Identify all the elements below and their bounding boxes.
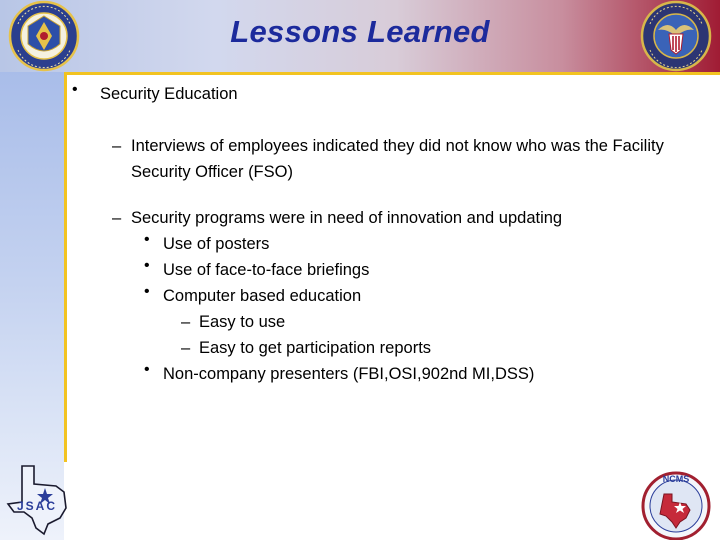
gold-divider-horizontal bbox=[64, 72, 720, 75]
subpoint-computer-education: Computer based education bbox=[163, 287, 362, 305]
page-title: Lessons Learned bbox=[230, 14, 490, 49]
dash-marker: – bbox=[112, 209, 122, 227]
subpoint-briefings: Use of face-to-face briefings bbox=[163, 261, 370, 279]
bullet-marker: • bbox=[144, 283, 150, 300]
dash-marker: – bbox=[181, 339, 191, 357]
gold-divider-vertical bbox=[64, 72, 67, 462]
subpoint-presenters: Non-company presenters (FBI,OSI,902nd MI,DSS) bbox=[163, 365, 535, 383]
point-interviews: Interviews of employees indicated they did not know who was the Facility Security Officer (FSO) bbox=[131, 137, 664, 181]
ncms-logo-icon bbox=[636, 466, 716, 540]
bullet-marker: • bbox=[144, 257, 150, 274]
svg-text:JSAC: JSAC bbox=[16, 499, 58, 513]
jsac-logo-icon bbox=[4, 462, 70, 536]
dash-marker: – bbox=[112, 137, 122, 155]
dod-seal-icon bbox=[634, 0, 718, 72]
dss-seal-icon bbox=[2, 0, 86, 72]
svg-text:NCMS: NCMS bbox=[662, 474, 690, 484]
item-easy-to-use: Easy to use bbox=[199, 313, 286, 331]
bullet-marker: • bbox=[72, 81, 78, 98]
bullet-marker: • bbox=[144, 231, 150, 248]
point-security-programs: Security programs were in need of innovation and updating bbox=[131, 209, 563, 227]
bullet-marker: • bbox=[144, 361, 150, 378]
main-bullet-text: Security Education bbox=[100, 85, 238, 103]
item-participation-reports: Easy to get participation reports bbox=[199, 339, 432, 357]
dash-marker: – bbox=[181, 313, 191, 331]
subpoint-posters: Use of posters bbox=[163, 235, 270, 253]
